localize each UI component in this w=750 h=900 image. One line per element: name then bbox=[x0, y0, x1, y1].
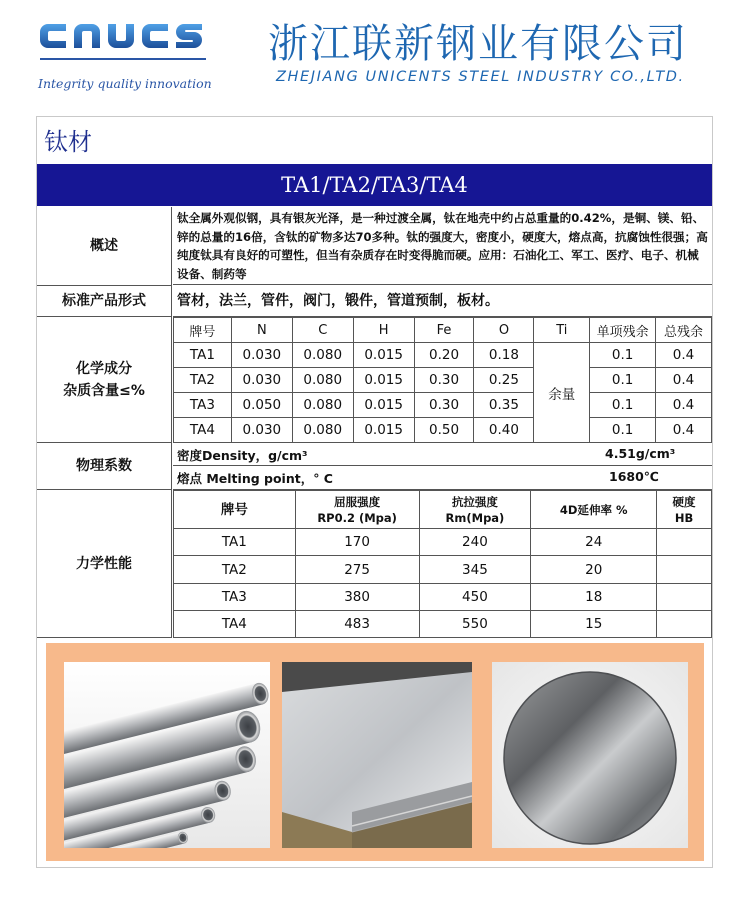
cell-grade: TA1 bbox=[174, 343, 232, 368]
company-logo bbox=[36, 10, 236, 100]
product-forms-text: 管材，法兰，管件，阀门，锻件，管道预制，板材。 bbox=[173, 286, 712, 317]
chemical-label bbox=[37, 317, 172, 443]
cell-tensile: 345 bbox=[419, 556, 531, 583]
col-header-o: O bbox=[474, 318, 534, 343]
cell-elongation: 24 bbox=[531, 529, 657, 556]
mech-header-elongation: 4D延伸率 % bbox=[531, 491, 657, 529]
table-row bbox=[174, 343, 712, 368]
col-header-n: N bbox=[231, 318, 292, 343]
cell-grade: TA3 bbox=[174, 393, 232, 418]
melting-label: 熔点 Melting point，° C bbox=[177, 471, 333, 486]
logo-tagline: Integrity quality innovation bbox=[38, 76, 212, 91]
cell-grade: TA2 bbox=[174, 556, 296, 583]
cell-h: 0.015 bbox=[353, 368, 414, 393]
mech-header-hardness bbox=[657, 491, 712, 529]
col-header-grade: 牌号 bbox=[174, 318, 232, 343]
mech-header-tensile-line2: Rm(Mpa) bbox=[445, 510, 505, 525]
cell-c: 0.080 bbox=[292, 393, 353, 418]
table-row bbox=[174, 556, 712, 583]
cell-yield: 275 bbox=[295, 556, 419, 583]
mech-header-tensile bbox=[419, 491, 531, 529]
cell-c: 0.080 bbox=[292, 418, 353, 443]
mechanical-table bbox=[173, 490, 712, 638]
cell-o: 0.18 bbox=[474, 343, 534, 368]
cell-fe: 0.50 bbox=[414, 418, 474, 443]
cell-grade: TA3 bbox=[174, 583, 296, 610]
mech-header-grade: 牌号 bbox=[174, 491, 296, 529]
cell-h: 0.015 bbox=[353, 418, 414, 443]
cell-hardness bbox=[657, 529, 712, 556]
col-header-h: H bbox=[353, 318, 414, 343]
melting-row bbox=[173, 466, 712, 490]
cell-single-residual: 0.1 bbox=[590, 343, 656, 368]
cell-hardness bbox=[657, 610, 712, 637]
company-name-cn: 浙江联新钢业有限公司 bbox=[268, 21, 688, 67]
cell-grade: TA4 bbox=[174, 610, 296, 637]
cell-grade: TA2 bbox=[174, 368, 232, 393]
chemical-label-line1: 化学成分 bbox=[76, 360, 132, 377]
chemical-label-line2: 杂质含量≤% bbox=[63, 382, 145, 399]
cell-total-residual: 0.4 bbox=[656, 418, 712, 443]
cell-o: 0.35 bbox=[474, 393, 534, 418]
cell-h: 0.015 bbox=[353, 343, 414, 368]
table-row bbox=[174, 529, 712, 556]
density-row bbox=[173, 443, 712, 466]
cell-n: 0.030 bbox=[231, 368, 292, 393]
cell-hardness bbox=[657, 583, 712, 610]
titanium-sheets-photo bbox=[282, 662, 472, 848]
cell-o: 0.40 bbox=[474, 418, 534, 443]
col-header-single-residual: 单项残余 bbox=[590, 318, 656, 343]
company-name-en: ZHEJIANG UNICENTS STEEL INDUSTRY CO.,LTD. bbox=[276, 69, 685, 85]
page-header bbox=[0, 0, 750, 112]
col-header-ti: Ti bbox=[534, 318, 590, 343]
cell-tensile: 550 bbox=[419, 610, 531, 637]
overview-text: 钛全属外观似钢，具有银灰光泽，是一种过渡全属，钛在地壳中约占总重量的0.42%，是铜、镁、铅、锌的总量的16倍，含钛的矿物多达70多种。钛的强度大，密度小，硬度大，熔点高，抗腐蚀性很强；高纯度钛具有良好的可塑性，但当有杂质存在时变得脆而硬。应用：石油化工、军工、医疗、电子、机械设备、制药等 bbox=[173, 207, 712, 285]
mech-header-hardness-line1: 硬度 bbox=[672, 494, 696, 509]
cell-tensile: 240 bbox=[419, 529, 531, 556]
table-row bbox=[174, 583, 712, 610]
cnucs-logo-mark bbox=[36, 10, 226, 74]
table-row bbox=[174, 418, 712, 443]
grades-banner: TA1/TA2/TA3/TA4 bbox=[37, 164, 712, 206]
titanium-disc-photo bbox=[492, 662, 688, 848]
cell-h: 0.015 bbox=[353, 393, 414, 418]
cell-n: 0.030 bbox=[231, 418, 292, 443]
product-forms-label: 标准产品形式 bbox=[37, 286, 172, 317]
cell-single-residual: 0.1 bbox=[590, 418, 656, 443]
density-label: 密度Density，g/cm³ bbox=[177, 448, 308, 463]
cell-tensile: 450 bbox=[419, 583, 531, 610]
cell-single-residual: 0.1 bbox=[590, 368, 656, 393]
cell-grade: TA4 bbox=[174, 418, 232, 443]
physical-label: 物理系数 bbox=[37, 443, 172, 490]
cell-fe: 0.20 bbox=[414, 343, 474, 368]
cell-elongation: 20 bbox=[531, 556, 657, 583]
cell-elongation: 15 bbox=[531, 610, 657, 637]
density-value: 4.51g/cm³ bbox=[605, 446, 676, 461]
cell-ti-balance: 余量 bbox=[534, 343, 590, 443]
cell-single-residual: 0.1 bbox=[590, 393, 656, 418]
table-row bbox=[174, 368, 712, 393]
col-header-c: C bbox=[292, 318, 353, 343]
table-row bbox=[174, 393, 712, 418]
cell-total-residual: 0.4 bbox=[656, 343, 712, 368]
cell-n: 0.050 bbox=[231, 393, 292, 418]
mechanical-header-row bbox=[174, 491, 712, 529]
overview-label: 概述 bbox=[37, 207, 172, 286]
cell-c: 0.080 bbox=[292, 343, 353, 368]
cell-total-residual: 0.4 bbox=[656, 368, 712, 393]
chemical-table bbox=[173, 317, 712, 443]
cell-yield: 483 bbox=[295, 610, 419, 637]
mech-header-tensile-line1: 抗拉强度 bbox=[451, 494, 498, 509]
mech-header-yield bbox=[295, 491, 419, 529]
col-header-total-residual: 总残余 bbox=[656, 318, 712, 343]
cell-n: 0.030 bbox=[231, 343, 292, 368]
titanium-pipes-photo bbox=[64, 662, 270, 848]
cell-elongation: 18 bbox=[531, 583, 657, 610]
cell-o: 0.25 bbox=[474, 368, 534, 393]
table-row bbox=[174, 610, 712, 637]
mech-header-yield-line2: RP0.2 (Mpa) bbox=[317, 510, 397, 525]
mech-header-hardness-line2: HB bbox=[674, 510, 694, 525]
melting-value: 1680℃ bbox=[609, 469, 659, 484]
cell-fe: 0.30 bbox=[414, 393, 474, 418]
mechanical-label: 力学性能 bbox=[37, 490, 172, 638]
cell-hardness bbox=[657, 556, 712, 583]
cell-yield: 380 bbox=[295, 583, 419, 610]
col-header-fe: Fe bbox=[414, 318, 474, 343]
section-title: 钛材 bbox=[44, 128, 92, 156]
cell-fe: 0.30 bbox=[414, 368, 474, 393]
cell-c: 0.080 bbox=[292, 368, 353, 393]
mech-header-yield-line1: 屈服强度 bbox=[334, 494, 381, 509]
cell-yield: 170 bbox=[295, 529, 419, 556]
cell-grade: TA1 bbox=[174, 529, 296, 556]
cell-total-residual: 0.4 bbox=[656, 393, 712, 418]
chemical-header-row bbox=[174, 318, 712, 343]
